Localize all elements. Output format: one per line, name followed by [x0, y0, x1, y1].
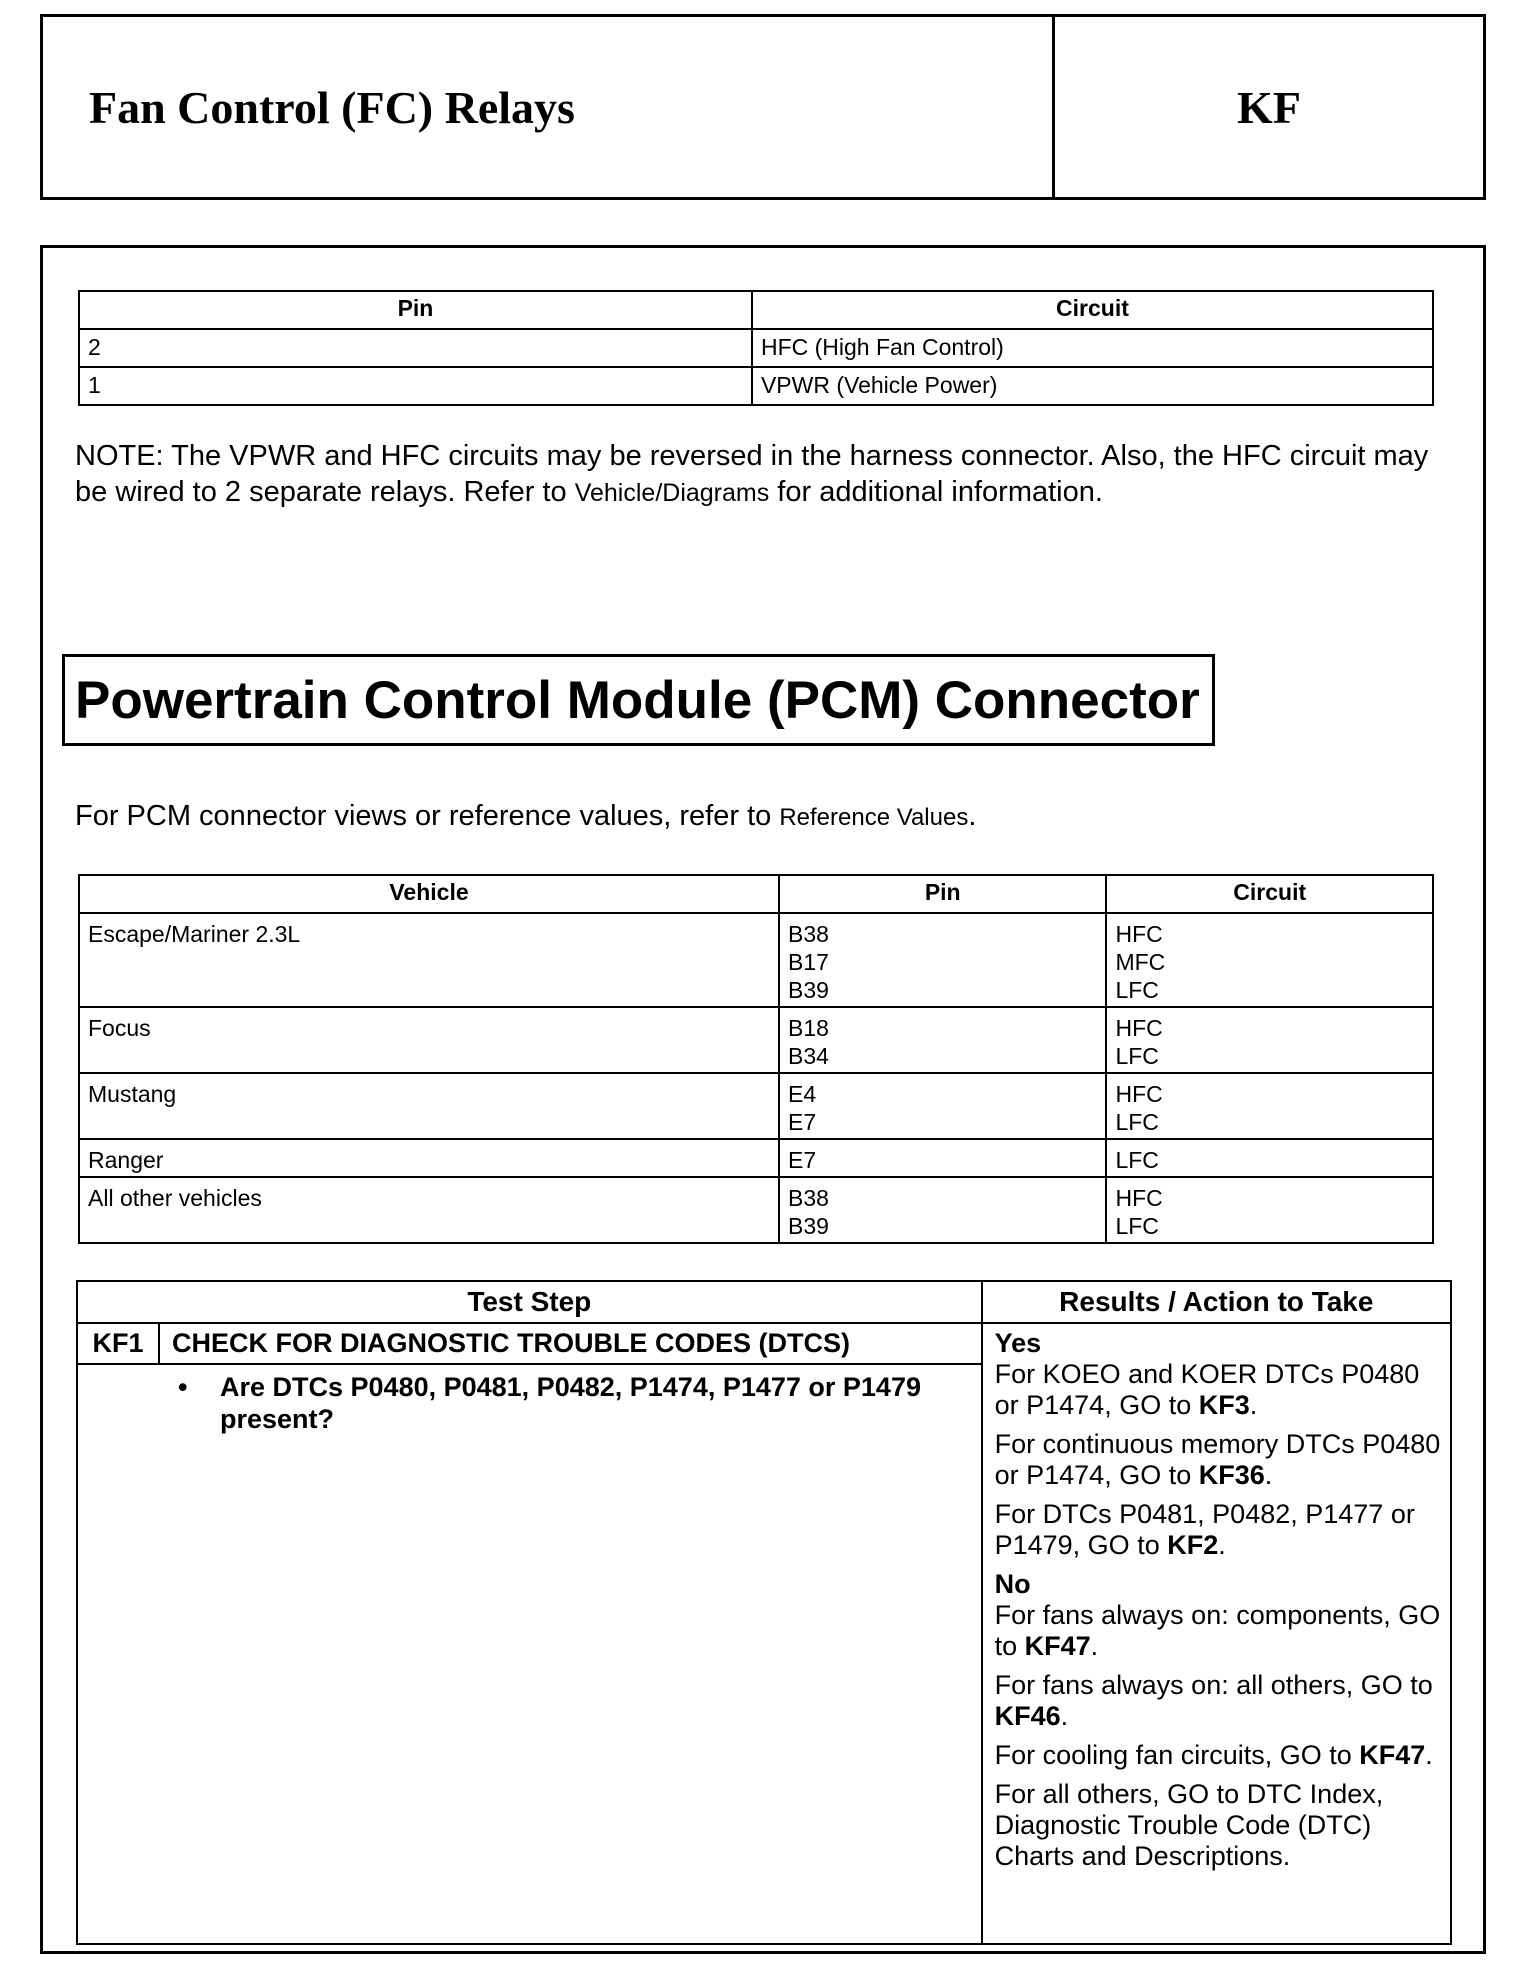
pin-cell [779, 1073, 1106, 1139]
circuit-cell [1106, 1073, 1433, 1139]
pcm-connector-table [78, 874, 1434, 1244]
results-cell [982, 1323, 1451, 1944]
test-step-table [76, 1280, 1452, 1945]
pin-value: B39 [787, 977, 829, 1003]
pin-value: B38 [787, 921, 829, 947]
step-title-row [77, 1323, 1451, 1364]
circuit-value: HFC [1115, 1185, 1163, 1211]
pin-cell [779, 1139, 1106, 1177]
table-header-row [77, 1281, 1451, 1323]
table-row [79, 1073, 1433, 1139]
vehicle-cell: Mustang [79, 1073, 779, 1139]
pin-cell: 2 [79, 329, 752, 367]
yes-action [995, 1359, 1442, 1421]
yes-action [995, 1499, 1442, 1561]
table-row [79, 1139, 1433, 1177]
circuit-value: LFC [1115, 977, 1159, 1003]
column-header-test-step: Test Step [77, 1281, 982, 1323]
circuit-cell: VPWR (Vehicle Power) [752, 367, 1433, 405]
circuit-value: LFC [1115, 1147, 1159, 1173]
page-title: Fan Control (FC) Relays [89, 81, 575, 133]
pcm-ref-tail: . [968, 800, 977, 832]
column-header-results: Results / Action to Take [982, 1281, 1451, 1323]
circuit-cell [1106, 1007, 1433, 1073]
header-code-cell [1055, 17, 1483, 197]
pin-value: B18 [787, 1015, 829, 1041]
circuit-value: LFC [1115, 1109, 1159, 1135]
no-action [995, 1779, 1442, 1872]
action-tail: . [1249, 1390, 1258, 1420]
column-header-pin: Pin [79, 291, 752, 329]
circuit-value: HFC [1115, 921, 1163, 947]
action-text: For DTCs P0481, P0482, P1477 or P1479, GO to [994, 1499, 1415, 1560]
question-text: Are DTCs P0480, P0481, P0482, P1474, P1477 or P1479 present? [220, 1372, 921, 1434]
bullet: • [178, 1372, 188, 1402]
reference-values-link[interactable]: Reference Values [779, 804, 969, 831]
yes-label: Yes [994, 1328, 1042, 1358]
pin-value: B34 [787, 1043, 829, 1069]
section-code: KF [1237, 81, 1301, 133]
column-header-pin: Pin [779, 875, 1106, 913]
column-header-circuit: Circuit [1106, 875, 1433, 913]
vehicle-cell: Focus [79, 1007, 779, 1073]
go-to-link[interactable]: KF2 [1167, 1530, 1219, 1560]
vehicle-cell: Escape/Mariner 2.3L [79, 913, 779, 1007]
step-body [77, 1364, 982, 1944]
go-to-link[interactable]: KF46 [994, 1701, 1061, 1731]
pin-value: E7 [787, 1109, 817, 1135]
action-text: For all others, GO to DTC Index, Diagnostic Trouble Code (DTC) Charts and Descriptions. [994, 1779, 1384, 1871]
pcm-section-heading: Powertrain Control Module (PCM) Connector [75, 670, 1200, 730]
wiring-note [75, 438, 1455, 511]
go-to-link[interactable]: KF36 [1198, 1460, 1265, 1490]
no-label: No [994, 1569, 1031, 1599]
pcm-ref-text: For PCM connector views or reference values, refer to [75, 800, 780, 832]
action-tail: . [1218, 1530, 1226, 1560]
table-row [79, 913, 1433, 1007]
pcm-heading-box [62, 654, 1215, 746]
circuit-value: MFC [1115, 949, 1166, 975]
action-text: For continuous memory DTCs P0480 or P1474, GO to [994, 1429, 1441, 1490]
vehicle-diagrams-link[interactable]: Vehicle/Diagrams [574, 479, 770, 507]
action-text: For cooling fan circuits, GO to [994, 1740, 1360, 1770]
go-to-link[interactable]: KF47 [1359, 1740, 1426, 1770]
vehicle-cell: Ranger [79, 1139, 779, 1177]
note-tail: for additional information. [769, 476, 1103, 508]
pin-cell [779, 1007, 1106, 1073]
action-text: For fans always on: components, GO to [994, 1600, 1441, 1661]
pin-cell: 1 [79, 367, 752, 405]
table-header-row [79, 875, 1433, 913]
pin-value: B39 [787, 1213, 829, 1239]
vehicle-cell: All other vehicles [79, 1177, 779, 1243]
table-row [79, 1177, 1433, 1243]
no-action [995, 1740, 1442, 1771]
no-action [995, 1670, 1442, 1732]
action-tail: . [1425, 1740, 1433, 1770]
header-title-cell [43, 17, 1055, 197]
table-row [79, 329, 1433, 367]
question-item [178, 1371, 971, 1435]
circuit-value: HFC [1115, 1081, 1163, 1107]
circuit-value: LFC [1115, 1043, 1159, 1069]
pin-value: E7 [787, 1147, 817, 1173]
note-text: NOTE: The VPWR and HFC circuits may be reversed in the harness connector. Also, the HFC circuit may be wired to 2 separate relays. Refer to [75, 440, 1429, 508]
pin-cell [779, 1177, 1106, 1243]
circuit-cell [1106, 1177, 1433, 1243]
go-to-link[interactable]: KF3 [1198, 1390, 1250, 1420]
yes-action [995, 1429, 1442, 1491]
pin-value: B17 [787, 949, 829, 975]
circuit-value: LFC [1115, 1213, 1159, 1239]
pin-cell [779, 913, 1106, 1007]
table-row [79, 367, 1433, 405]
table-header-row [79, 291, 1433, 329]
pin-value: E4 [787, 1081, 817, 1107]
pin-value: B38 [787, 1185, 829, 1211]
circuit-cell: HFC (High Fan Control) [752, 329, 1433, 367]
pcm-reference-text [75, 800, 976, 833]
action-tail: . [1060, 1701, 1069, 1731]
action-text: For KOEO and KOER DTCs P0480 or P1474, GO to [994, 1359, 1420, 1420]
column-header-vehicle: Vehicle [79, 875, 779, 913]
page-header [40, 14, 1486, 200]
action-text: For fans always on: all others, GO to [994, 1670, 1433, 1700]
action-tail: . [1264, 1460, 1273, 1490]
column-header-circuit: Circuit [752, 291, 1433, 329]
action-tail: . [1090, 1631, 1099, 1661]
circuit-cell [1106, 913, 1433, 1007]
content-area [40, 245, 1486, 1954]
go-to-link[interactable]: KF47 [1024, 1631, 1091, 1661]
table-row [79, 1007, 1433, 1073]
step-title: CHECK FOR DIAGNOSTIC TROUBLE CODES (DTCS) [159, 1323, 982, 1364]
relay-pin-table [78, 290, 1434, 406]
circuit-value: HFC [1115, 1015, 1163, 1041]
step-id: KF1 [77, 1323, 159, 1364]
circuit-cell [1106, 1139, 1433, 1177]
no-action [995, 1600, 1442, 1662]
